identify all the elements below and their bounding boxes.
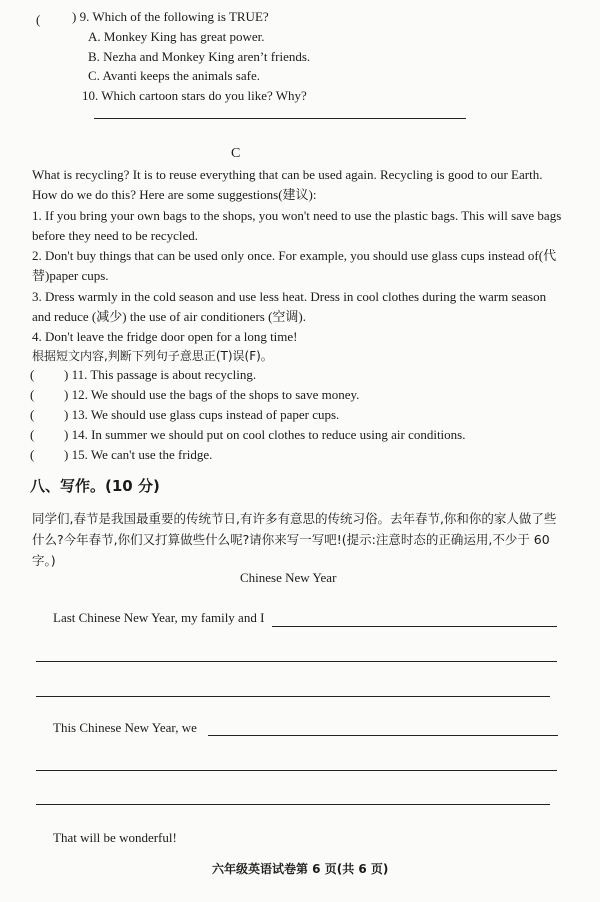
page-footer: 六年级英语试卷第 6 页(共 6 页) xyxy=(212,862,389,876)
essay-title: Chinese New Year xyxy=(240,570,337,585)
q10-stem: 10. Which cartoon stars do you like? Why? xyxy=(82,88,307,103)
tf-instruction: 根据短文内容,判断下列句子意思正(T)误(F)。 xyxy=(32,349,273,363)
tf-item xyxy=(30,427,465,443)
q9-stem: ) 9. Which of the following is TRUE? xyxy=(72,9,269,24)
writing-line[interactable] xyxy=(272,626,557,627)
q9-option-a: A. Monkey King has great power. xyxy=(88,29,265,44)
tf-item xyxy=(30,447,212,463)
tf-item-text: ) 14. In summer we should put on cool clothes to reduce using air conditions. xyxy=(64,427,466,442)
writing-line[interactable] xyxy=(36,696,550,697)
tf-item-text: ) 15. We can't use the fridge. xyxy=(64,447,213,462)
writing-line[interactable] xyxy=(36,804,550,805)
q10-answer-line[interactable] xyxy=(94,118,466,119)
q9-option-c: C. Avanti keeps the animals safe. xyxy=(88,68,260,83)
tf-item-text: ) 13. We should use glass cups instead of paper cups. xyxy=(64,407,340,422)
writing-heading: 八、写作。(10 分) xyxy=(30,477,160,495)
tf-item xyxy=(30,367,256,383)
answer-paren[interactable]: ( xyxy=(30,447,35,462)
suggestion-4: 4. Don't leave the fridge door open for a long time! xyxy=(32,329,298,344)
suggestion-3: 3. Dress warmly in the cold season and use less heat. Dress in cool clothes during the warm season and reduce (减少) the use of air conditioners (空调). xyxy=(32,289,547,324)
essay-line-2-prompt: This Chinese New Year, we xyxy=(53,720,197,735)
writing-line[interactable] xyxy=(36,770,557,771)
q9-option-b: B. Nezha and Monkey King aren’t friends. xyxy=(88,49,311,64)
section-c-heading: C xyxy=(231,146,241,161)
answer-paren[interactable]: ( xyxy=(30,387,35,402)
essay-closing: That will be wonderful! xyxy=(53,830,177,845)
suggestion-1: 1. If you bring your own bags to the shops, you won't need to use the plastic bags. This will save bags before they need to be recycled. xyxy=(32,208,562,243)
tf-item-text: ) 12. We should use the bags of the shops to save money. xyxy=(64,387,360,402)
writing-line[interactable] xyxy=(36,661,557,662)
tf-item xyxy=(30,387,359,403)
q9-paren: ( xyxy=(36,12,41,27)
answer-paren[interactable]: ( xyxy=(30,427,35,442)
answer-paren[interactable]: ( xyxy=(30,407,35,422)
essay-line-1-prompt: Last Chinese New Year, my family and I xyxy=(53,610,265,625)
answer-paren[interactable]: ( xyxy=(30,367,35,382)
recycling-intro: What is recycling? It is to reuse everything that can be used again. Recycling is good to our Earth. How do we do this? Here are some suggestions(建议): xyxy=(32,167,543,202)
tf-item-text: ) 11. This passage is about recycling. xyxy=(64,367,257,382)
tf-item xyxy=(30,407,339,423)
suggestion-2: 2. Don't buy things that can be used only once. For example, you should use glass cups instead of(代替)paper cups. xyxy=(32,248,557,283)
writing-line[interactable] xyxy=(208,735,558,736)
writing-prompt: 同学们,春节是我国最重要的传统节日,有许多有意思的传统习俗。去年春节,你和你的家人做了些什么?今年春节,你们又打算做些什么呢?请你来写一写吧!(提示:注意时态的正确运用,不少于 60 字。) xyxy=(32,511,557,568)
